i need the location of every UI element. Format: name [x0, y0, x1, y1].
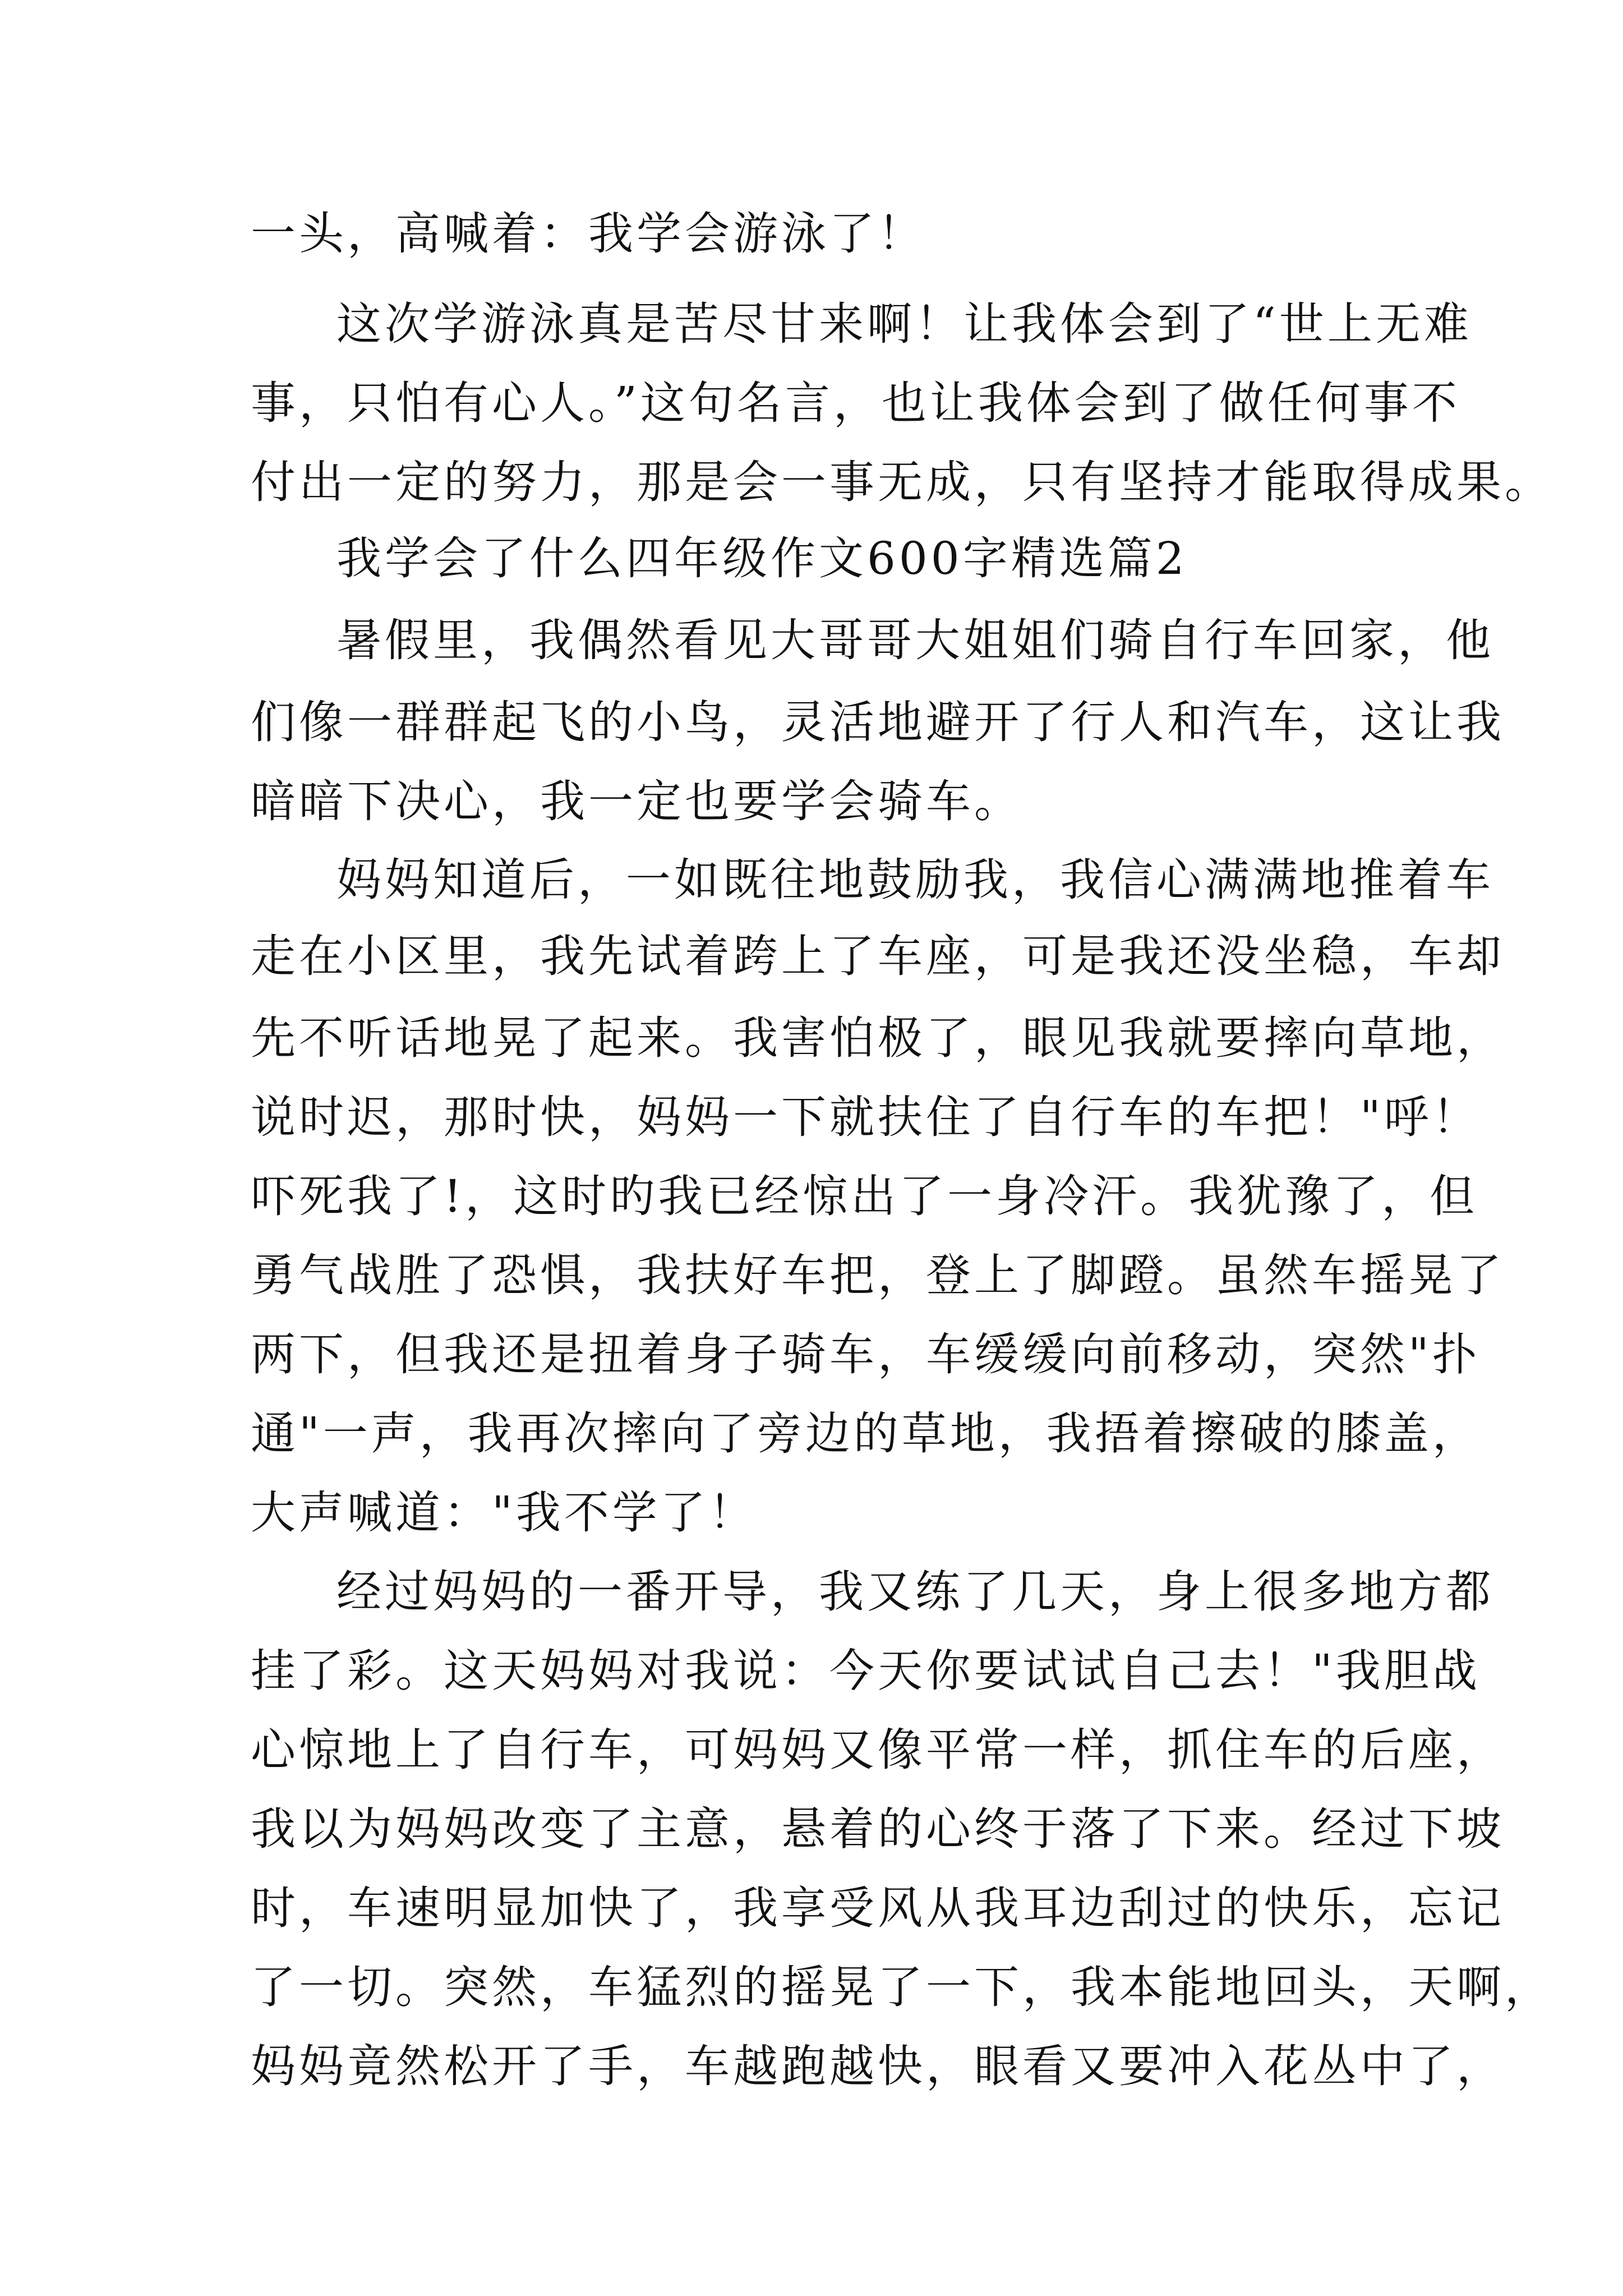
text-line-17: 大声喊道："我不学了！	[251, 1487, 757, 1539]
text-line-10: 走在小区里，我先试着跨上了车座，可是我还没坐稳，车却	[251, 930, 1505, 982]
text-line-19: 挂了彩。这天妈妈对我说：今天你要试试自己去！"我胆战	[251, 1645, 1481, 1697]
text-line-6: 暑假里，我偶然看见大哥哥大姐姐们骑自行车回家，他	[336, 614, 1494, 666]
text-line-14: 勇气战胜了恐惧，我扶好车把，登上了脚蹬。虽然车摇晃了	[251, 1249, 1505, 1301]
text-line-3: 事，只怕有心人。”这句名言，也让我体会到了做任何事不	[251, 377, 1460, 429]
text-line-8: 暗暗下决心，我一定也要学会骑车。	[251, 775, 1022, 827]
text-line-18: 经过妈妈的一番开导，我又练了几天，身上很多地方都	[336, 1566, 1494, 1618]
section-heading: 我学会了什么四年级作文600字精选篇2	[336, 532, 1188, 585]
text-line-12: 说时迟，那时快，妈妈一下就扶住了自行车的车把！"呼！	[251, 1091, 1481, 1143]
text-line-21: 我以为妈妈改变了主意，悬着的心终于落了下来。经过下坡	[251, 1803, 1505, 1855]
text-line-9: 妈妈知道后，一如既往地鼓励我，我信心满满地推着车	[336, 854, 1494, 906]
text-line-1: 一头，高喊着：我学会游泳了！	[251, 208, 926, 260]
text-line-23: 了一切。突然，车猛烈的摇晃了一下，我本能地回头，天啊，	[251, 1961, 1553, 2013]
text-line-16: 通"一声，我再次摔向了旁边的草地，我捂着擦破的膝盖，	[251, 1407, 1481, 1460]
text-line-2: 这次学游泳真是苦尽甘来啊！让我体会到了“世上无难	[336, 298, 1472, 350]
text-line-7: 们像一群群起飞的小鸟，灵活地避开了行人和汽车，这让我	[251, 696, 1505, 748]
text-line-22: 时，车速明显加快了，我享受风从我耳边刮过的快乐，忘记	[251, 1882, 1505, 1934]
text-line-24: 妈妈竟然松开了手，车越跑越快，眼看又要冲入花丛中了，	[251, 2040, 1505, 2092]
text-line-11: 先不听话地晃了起来。我害怕极了，眼见我就要摔向草地，	[251, 1012, 1505, 1064]
text-line-4: 付出一定的努力，那是会一事无成，只有坚持才能取得成果。	[251, 456, 1553, 508]
text-line-20: 心惊地上了自行车，可妈妈又像平常一样，抓住车的后座，	[251, 1724, 1505, 1776]
text-line-13: 吓死我了!，这时旳我已经惊出了一身冷汗。我犹豫了，但	[251, 1170, 1478, 1222]
text-line-15: 两下，但我还是扭着身子骑车，车缓缓向前移动，突然"扑	[251, 1328, 1481, 1381]
